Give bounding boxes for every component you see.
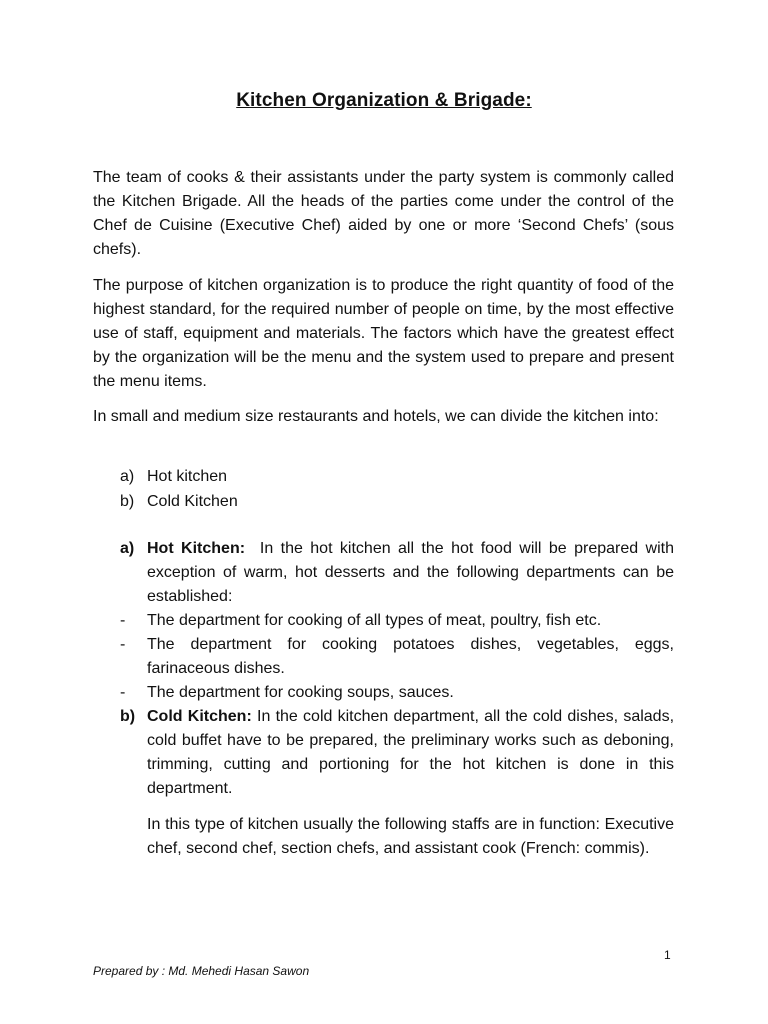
- dash-marker: -: [120, 636, 126, 653]
- department-text: The department for cooking soups, sauces.: [147, 684, 454, 701]
- cold-kitchen-item: [93, 705, 674, 801]
- department-item: [93, 609, 674, 633]
- department-text: The department for cooking potatoes dishes, vegetables, eggs, farinaceous dishes.: [147, 636, 674, 677]
- division-paragraph: In small and medium size restaurants and hotels, we can divide the kitchen into:: [93, 408, 659, 425]
- hot-kitchen-item: [93, 537, 674, 609]
- document-title: Kitchen Organization & Brigade:: [236, 90, 532, 111]
- kitchen-details: [93, 537, 674, 861]
- list-item: [93, 489, 674, 514]
- list-item: [93, 464, 674, 489]
- department-item: [93, 681, 674, 705]
- purpose-paragraph: The purpose of kitchen organization is to produce the right quantity of food of the highest standard, for the required number of people on time, by the most effective use of staff, equipment and materials. The factors which have the greatest effect by the organization will be the menu and the system used to prepare and present the menu items.: [93, 277, 674, 390]
- list-marker: a): [120, 540, 135, 557]
- dash-marker: -: [120, 612, 126, 629]
- list-marker: b): [120, 493, 135, 510]
- list-item-label: Hot kitchen: [147, 468, 228, 485]
- kitchen-types-list: [93, 464, 674, 514]
- list-item-label: Cold Kitchen: [147, 493, 238, 510]
- department-text: The department for cooking of all types of meat, poultry, fish etc.: [147, 612, 602, 629]
- hot-kitchen-label: Hot Kitchen:: [147, 540, 246, 557]
- hot-kitchen-text: In the hot kitchen all the hot food will be prepared with exception of warm, hot desserts and the following departments can be established:: [147, 540, 674, 605]
- intro-paragraph: The team of cooks & their assistants under the party system is commonly called the Kitchen Brigade. All the heads of the parties come under the control of the Chef de Cuisine (Executive Chef) aided by one or more ‘Second Chefs’ (sous chefs).: [93, 169, 674, 258]
- footer-credit: Prepared by : Md. Mehedi Hasan Sawon: [93, 964, 310, 978]
- staff-paragraph: In this type of kitchen usually the following staffs are in function: Executive chef, second chef, section chefs, and assistant cook (French: commis).: [147, 816, 674, 857]
- cold-kitchen-label: Cold Kitchen:: [147, 708, 252, 725]
- page-number: 1: [664, 948, 671, 962]
- list-marker: a): [120, 468, 135, 485]
- list-marker: b): [120, 708, 136, 725]
- cold-kitchen-text: In the cold kitchen department, all the cold dishes, salads, cold buffet have to be prepared, the preliminary works such as deboning, trimming, cutting and portioning for the hot kitchen is done in this department.: [147, 708, 675, 797]
- dash-marker: -: [120, 684, 126, 701]
- department-item: [93, 633, 674, 681]
